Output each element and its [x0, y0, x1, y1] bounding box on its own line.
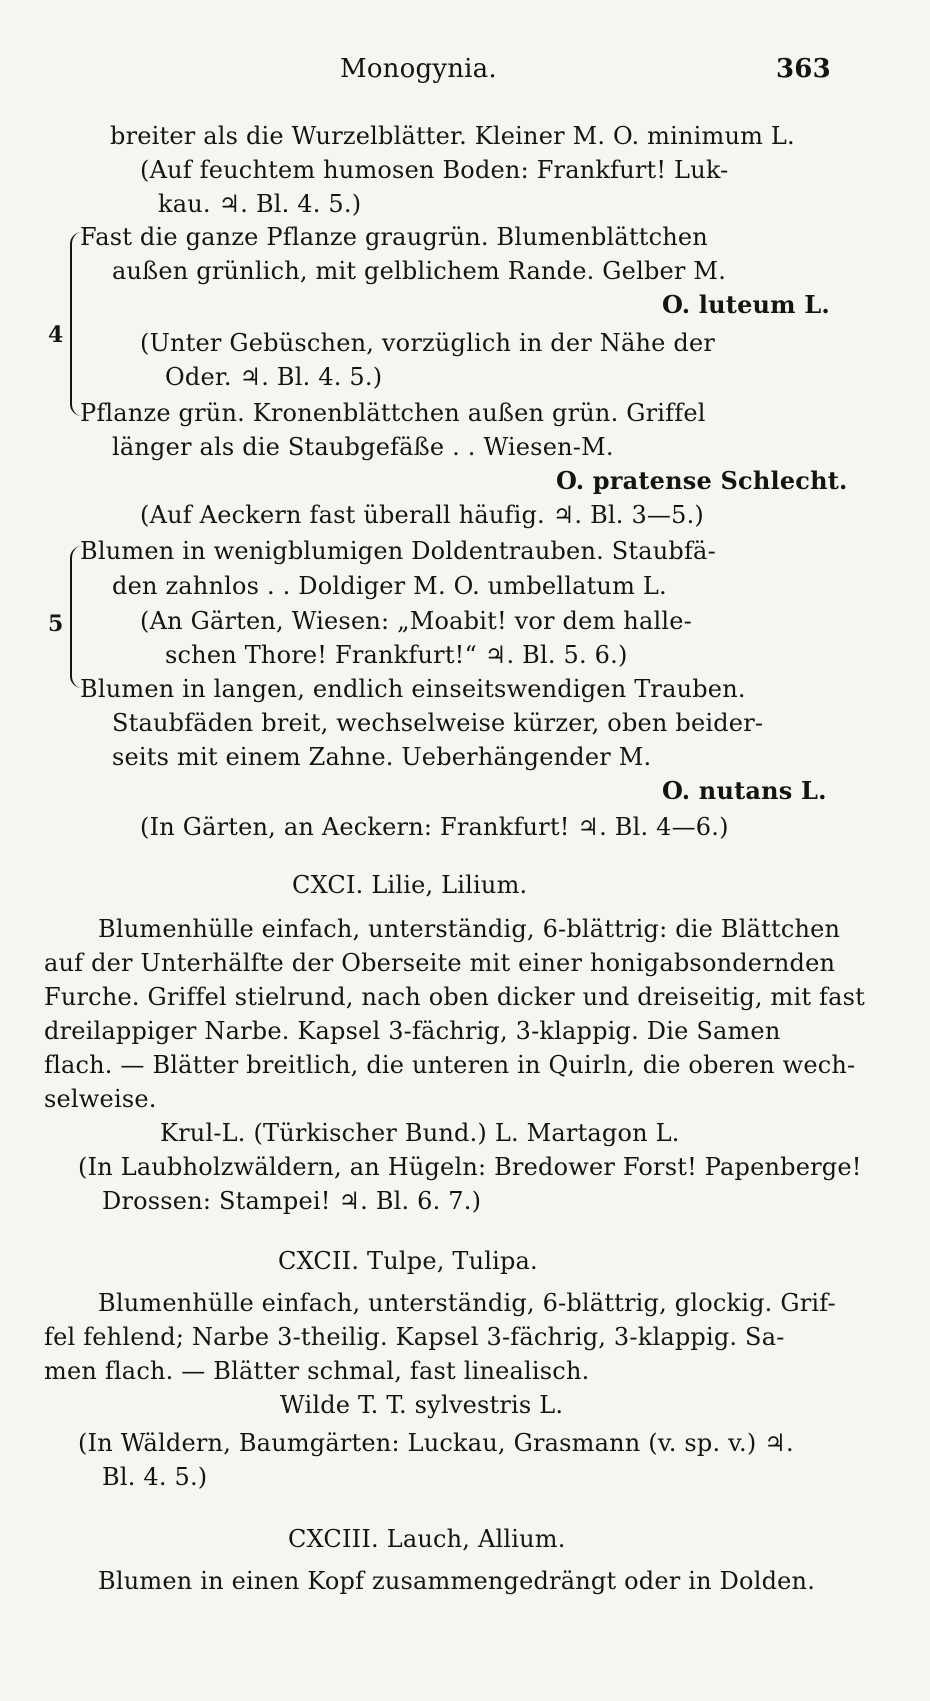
text-line: (Auf Aeckern fast überall häufig. ♃. Bl. 3—5.): [140, 501, 704, 529]
text-line: (Unter Gebüschen, vorzüglich in der Nähe der: [140, 329, 716, 357]
page-number: 363: [776, 54, 831, 84]
brace-5: [70, 546, 82, 688]
text-line: Blumen in langen, endlich einseitswendigen Trauben.: [80, 675, 746, 703]
running-title: Monogynia.: [340, 54, 497, 84]
text-line: Blumen in einen Kopf zusammengedrängt oder in Dolden.: [98, 1567, 816, 1595]
text-line: Furche. Griffel stielrund, nach oben dicker und dreiseitig, mit fast: [44, 983, 865, 1011]
text-line: Blumenhülle einfach, unterständig, 6-blättrig: die Blättchen: [98, 915, 841, 943]
text-line: Oder. ♃. Bl. 4. 5.): [165, 363, 383, 391]
text-line: Krul-L. (Türkischer Bund.) L. Martagon L.: [160, 1119, 680, 1147]
brace-number-4: 4: [48, 322, 64, 348]
text-line: Pflanze grün. Kronenblättchen außen grün. Griffel: [80, 399, 706, 427]
text-line: länger als die Staubgefäße . . Wiesen-M.: [112, 433, 614, 461]
text-line: den zahnlos . . Doldiger M. O. umbellatum L.: [112, 572, 667, 600]
text-line: breiter als die Wurzelblätter. Kleiner M. O. minimum L.: [110, 122, 795, 150]
text-line: flach. — Blätter breitlich, die unteren in Quirln, die oberen wech-: [44, 1051, 856, 1079]
text-line: fel fehlend; Narbe 3-theilig. Kapsel 3-fächrig, 3-klappig. Sa-: [44, 1323, 785, 1351]
species-name: O. nutans L.: [662, 776, 827, 805]
text-line: (An Gärten, Wiesen: „Moabit! vor dem halle-: [140, 607, 692, 635]
text-line: außen grünlich, mit gelblichem Rande. Gelber M.: [112, 257, 727, 285]
text-line: Drossen: Stampei! ♃. Bl. 6. 7.): [102, 1187, 482, 1215]
text-line: selweise.: [44, 1085, 157, 1113]
genus-heading: CXCIII. Lauch, Allium.: [288, 1525, 566, 1553]
species-name: O. pratense Schlecht.: [556, 466, 848, 495]
text-line: kau. ♃. Bl. 4. 5.): [158, 190, 362, 218]
text-line: dreilappiger Narbe. Kapsel 3-fächrig, 3-klappig. Die Samen: [44, 1017, 781, 1045]
text-line: Bl. 4. 5.): [102, 1463, 208, 1491]
text-line: Staubfäden breit, wechselweise kürzer, oben beider-: [112, 709, 764, 737]
genus-heading: CXCII. Tulpe, Tulipa.: [278, 1247, 538, 1275]
brace-number-5: 5: [48, 611, 64, 637]
text-line: Fast die ganze Pflanze graugrün. Blumenblättchen: [80, 223, 708, 251]
text-line: (In Wäldern, Baumgärten: Luckau, Grasmann (v. sp. v.) ♃.: [78, 1429, 794, 1457]
text-line: seits mit einem Zahne. Ueberhängender M.: [112, 743, 652, 771]
text-line: men flach. — Blätter schmal, fast linealisch.: [44, 1357, 590, 1385]
text-line: (In Laubholzwäldern, an Hügeln: Bredower Forst! Papenberge!: [78, 1153, 862, 1181]
text-line: Blumen in wenigblumigen Doldentrauben. Staubfä-: [80, 537, 716, 565]
text-line: Blumenhülle einfach, unterständig, 6-blättrig, glockig. Grif-: [98, 1289, 836, 1317]
species-name: O. luteum L.: [662, 290, 830, 319]
text-line: schen Thore! Frankfurt!“ ♃. Bl. 5. 6.): [165, 641, 628, 669]
text-line: (In Gärten, an Aeckern: Frankfurt! ♃. Bl. 4—6.): [140, 813, 729, 841]
text-line: Wilde T. T. sylvestris L.: [280, 1391, 564, 1419]
brace-4: [70, 232, 82, 416]
genus-heading: CXCI. Lilie, Lilium.: [292, 871, 528, 899]
text-line: auf der Unterhälfte der Oberseite mit einer honigabsondernden: [44, 949, 836, 977]
text-line: (Auf feuchtem humosen Boden: Frankfurt! Luk-: [140, 156, 729, 184]
